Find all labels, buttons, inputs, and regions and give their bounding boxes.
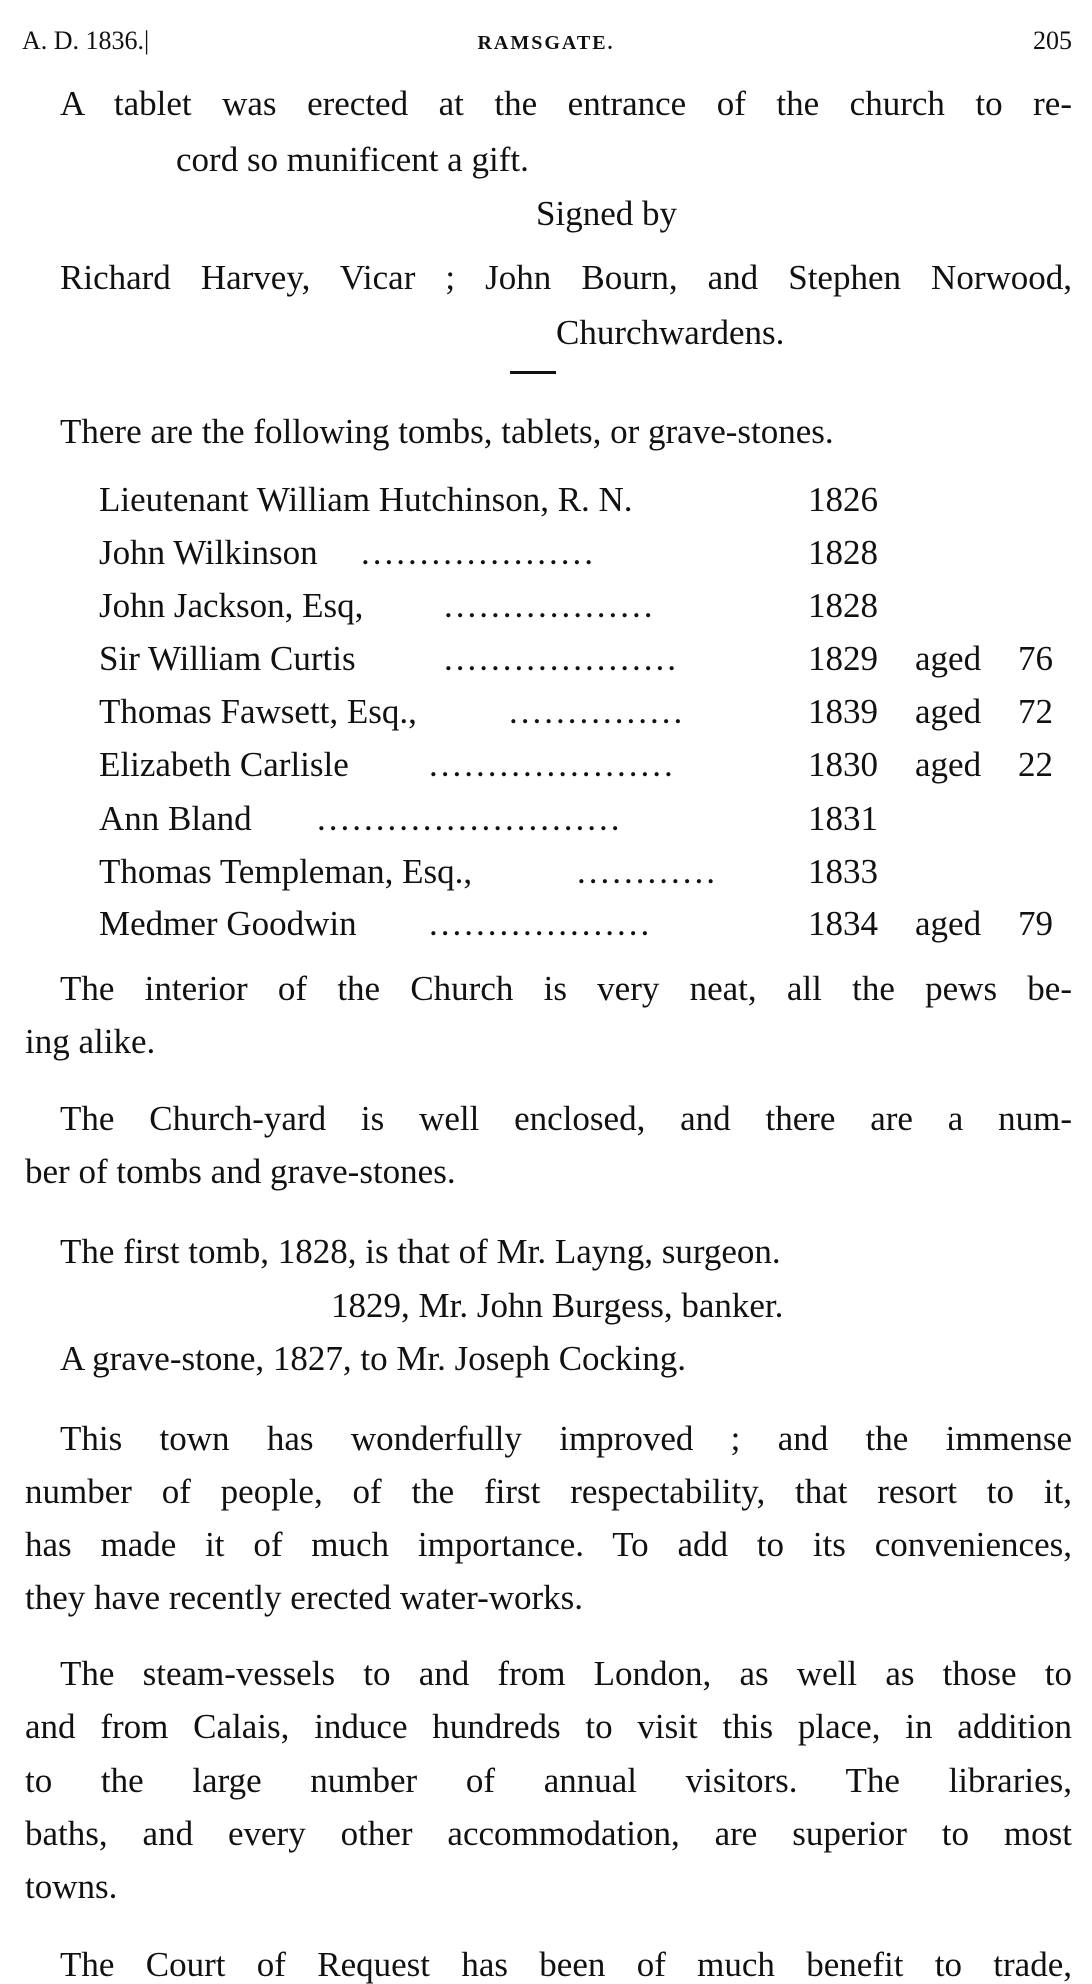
graves-line: A grave-stone, 1827, to Mr. Joseph Cocking. (60, 1339, 687, 1378)
tomb-year: 1826 (808, 480, 878, 519)
tomb-year: 1828 (808, 586, 878, 625)
paragraph-steam-line: and from Calais, induce hundreds to visit this place, in addition (25, 1707, 1072, 1746)
leader-dots: .................... (361, 533, 596, 572)
paragraph-town-line: This town has wonderfully improved ; and the immense (60, 1419, 1072, 1458)
leader-dots: .......................... (317, 799, 623, 838)
tomb-name: John Jackson, Esq, (99, 586, 364, 625)
tombs-intro: There are the following tombs, tablets, or grave-stones. (60, 412, 834, 451)
list-item (99, 639, 1079, 679)
leader-dots: ................... (429, 904, 653, 943)
tomb-age: 72 (1018, 692, 1053, 731)
aged-label: aged (915, 904, 982, 943)
paragraph-interior-line: The interior of the Church is very neat, all the pews be- (60, 969, 1072, 1008)
leader-dots: .................. (444, 586, 656, 625)
paragraph-steam-line: to the large number of annual visitors. The libraries, (25, 1761, 1072, 1800)
header-date: A. D. 1836.| (22, 26, 150, 55)
tomb-year: 1834 (808, 904, 878, 943)
leader-dots: ............ (577, 852, 718, 891)
paragraph-tablet-line: cord so munificent a gift. (176, 140, 529, 179)
leader-dots: .................... (444, 639, 679, 678)
tomb-year: 1833 (808, 852, 878, 891)
tomb-name: Medmer Goodwin (99, 904, 357, 943)
signatory-role: Churchwardens. (556, 313, 785, 352)
tomb-name: John Wilkinson (99, 533, 318, 572)
aged-label: aged (915, 692, 982, 731)
tomb-year: 1830 (808, 745, 878, 784)
tomb-age: 76 (1018, 639, 1053, 678)
signed-by: Signed by (536, 194, 677, 233)
tomb-year: 1831 (808, 799, 878, 838)
tomb-age: 22 (1018, 745, 1053, 784)
tomb-name: Thomas Fawsett, Esq., (99, 692, 417, 731)
aged-label: aged (915, 639, 982, 678)
paragraph-town-line: has made it of much importance. To add to its conveniences, (25, 1525, 1072, 1564)
graves-line: 1829, Mr. John Burgess, banker. (331, 1286, 784, 1325)
list-item (99, 799, 1079, 839)
aged-label: aged (915, 745, 982, 784)
list-item (99, 745, 1079, 785)
tomb-name: Thomas Templeman, Esq., (99, 852, 473, 891)
paragraph-steam-line: towns. (25, 1867, 118, 1906)
tomb-year: 1828 (808, 533, 878, 572)
tomb-name: Ann Bland (99, 799, 252, 838)
list-item (99, 586, 1079, 626)
section-divider (510, 371, 556, 374)
list-item (99, 852, 1079, 892)
tomb-name: Lieutenant William Hutchinson, R. N. (99, 480, 633, 519)
list-item (99, 692, 1079, 732)
list-item (99, 533, 1079, 573)
paragraph-steam-line: The steam-vessels to and from London, as well as those to (60, 1654, 1072, 1693)
header-title: RAMSGATE. (477, 32, 615, 54)
list-item (99, 904, 1079, 944)
leader-dots: ..................... (429, 745, 676, 784)
paragraph-court-line: The Court of Request has been of much benefit to trade, (60, 1945, 1072, 1984)
leader-dots: ............... (509, 692, 686, 731)
paragraph-town-line: number of people, of the first respectability, that resort to it, (25, 1472, 1072, 1511)
paragraph-steam-line: baths, and every other accommodation, are superior to most (25, 1814, 1072, 1853)
graves-line: The first tomb, 1828, is that of Mr. Layng, surgeon. (60, 1232, 781, 1271)
tomb-age: 79 (1018, 904, 1053, 943)
paragraph-churchyard-line: ber of tombs and grave-stones. (25, 1152, 456, 1191)
paragraph-tablet-line: A tablet was erected at the entrance of the church to re- (60, 84, 1072, 123)
paragraph-town-line: they have recently erected water-works. (25, 1578, 584, 1617)
tomb-year: 1829 (808, 639, 878, 678)
list-item (99, 480, 1079, 520)
paragraph-interior-line: ing alike. (25, 1022, 156, 1061)
tomb-name: Elizabeth Carlisle (99, 745, 349, 784)
signatories: Richard Harvey, Vicar ; John Bourn, and Stephen Norwood, (60, 258, 1072, 297)
tomb-year: 1839 (808, 692, 878, 731)
paragraph-churchyard-line: The Church-yard is well enclosed, and there are a num- (60, 1099, 1072, 1138)
page-number: 205 (1033, 26, 1072, 55)
tomb-name: Sir William Curtis (99, 639, 356, 678)
